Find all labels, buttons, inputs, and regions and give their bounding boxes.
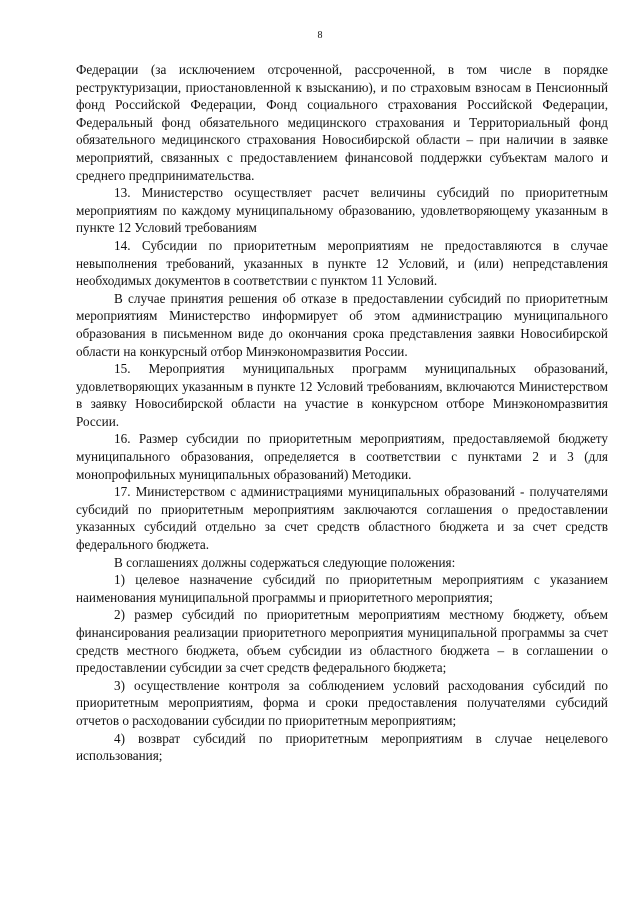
paragraph-item-15: 15. Мероприятия муниципальных программ муниципальных образований, удовлетворяющих указанным в пункте 12 Условий требованиям, включаются Министерством в заявку Новосибирской области на участие в конкурсном отборе Минэкономразвития России. xyxy=(76,361,608,429)
paragraph-item-17: 17. Министерством с администрациями муниципальных образований - получателями субсидий по приоритетным мероприятиям заключаются соглашения о предоставлении указанных субсидий отдельно за счет средств областного бюджета и за счет средств федерального бюджета. xyxy=(76,484,608,553)
paragraph-subitem-4: 4) возврат субсидий по приоритетным мероприятиям в случае нецелевого использования; xyxy=(76,730,608,764)
page-number: 8 xyxy=(317,30,323,41)
paragraph-agreement-intro: В соглашениях должны содержаться следующие положения: xyxy=(114,554,456,570)
paragraph-item-16: 16. Размер субсидии по приоритетным мероприятиям, предоставляемой бюджету муниципального образования, определяется в соответствии с пунктами 2 и 3 (для монопрофильных муниципальных образований) Методики. xyxy=(76,431,608,482)
document-body xyxy=(76,61,608,765)
paragraph-refusal-notice: В случае принятия решения об отказе в предоставлении субсидий по приоритетным мероприятиям Министерство информирует об этом администрацию муниципального образования в письменном виде до окончания срока представления заявки Новосибирской области на конкурсный отбор Минэкономразвития России. xyxy=(76,290,608,359)
paragraph-item-13: 13. Министерство осуществляет расчет величины субсидий по приоритетным мероприятиям по каждому муниципальному образованию, удовлетворяющему указанным в пункте 12 Условий требованиям xyxy=(76,185,608,236)
paragraph-subitem-1: 1) целевое назначение субсидий по приоритетным мероприятиям с указанием наименования муниципальной программы и приоритетного мероприятия; xyxy=(76,572,608,605)
paragraph-continuation: Федерации (за исключением отсроченной, рассроченной, в том числе в порядке реструктуризации, приостановленной к взысканию), и по страховым взносам в Пенсионный фонд Российской Федерации, Фонд социального страхования Российской Федерации, Федеральный фонд обязательного медицинского страхования и Территориальный фонд обязательного медицинского страхования Новосибирской области – при наличии в заявке мероприятий, связанных с предоставлением финансовой поддержки субъектам малого и среднего предпринимательства. xyxy=(76,62,608,183)
paragraph-subitem-2: 2) размер субсидий по приоритетным мероприятиям местному бюджету, объем финансирования реализации приоритетного мероприятия муниципальной программы за счет средств местного бюджета, объем субсидии из областного бюджета – в соглашении о предоставлении субсидии за счет средств федерального бюджета; xyxy=(76,607,608,676)
paragraph-subitem-3: 3) осуществление контроля за соблюдением условий расходования субсидий по приоритетным мероприятиям, форма и сроки предоставления получателями субсидий отчетов о расходовании субсидии по приоритетным мероприятиям; xyxy=(76,677,608,728)
paragraph-item-14: 14. Субсидии по приоритетным мероприятиям не предоставляются в случае невыполнения требований, указанных в пункте 12 Условий, и (или) непредставления необходимых документов в соответствии с пунктом 11 Условий. xyxy=(76,237,608,289)
